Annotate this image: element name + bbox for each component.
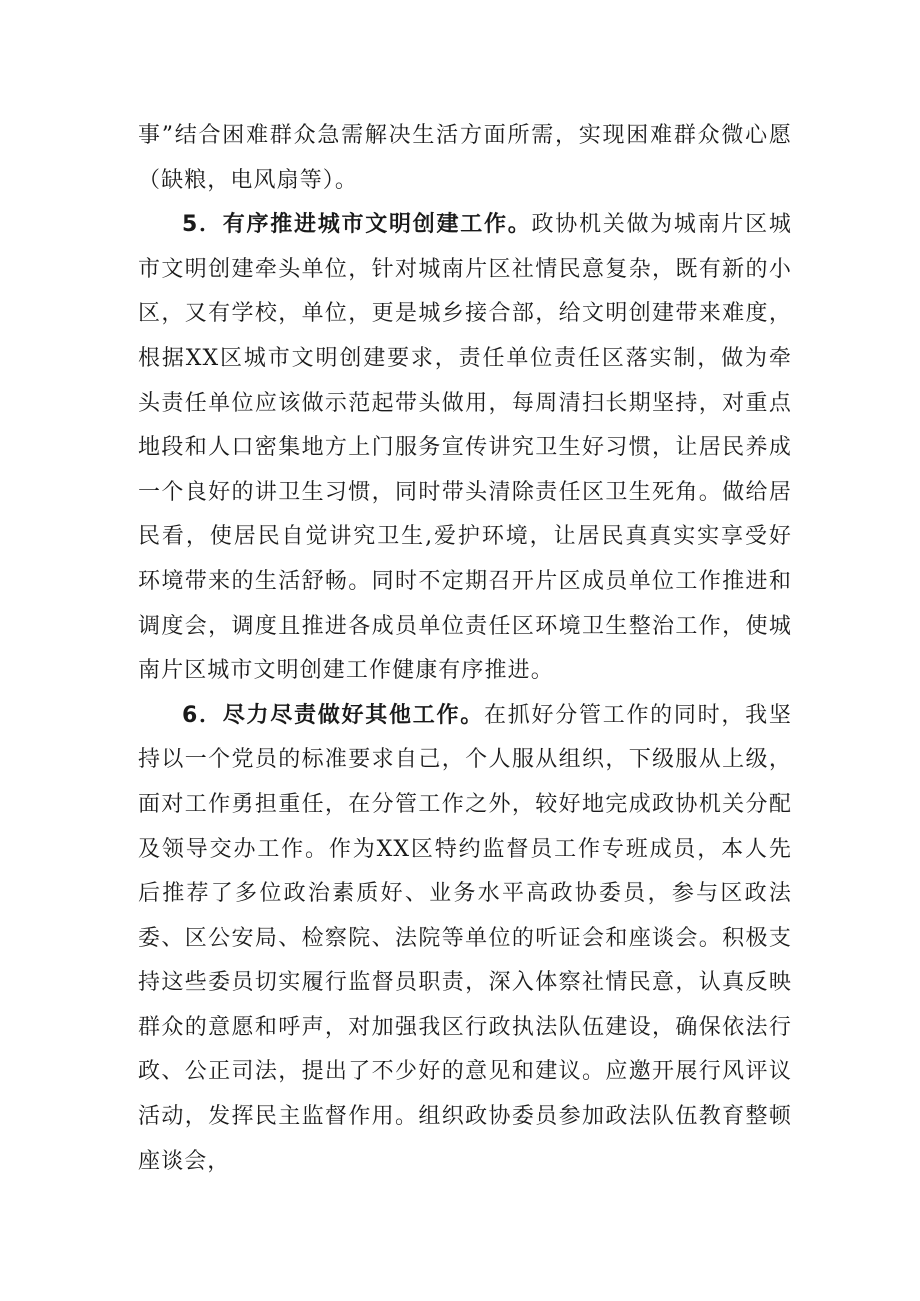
paragraph-section-6 [138,694,792,1185]
section-5-heading: 5．有序推进城市文明创建工作。 [182,212,532,238]
document-body [138,114,792,1184]
section-6-heading: 6．尽力尽责做好其他工作。 [182,702,484,728]
paragraph-text: 事”结合困难群众急需解决生活方面所需，实现困难群众微心愿（缺粮，电风扇等）。 [138,123,792,193]
section-6-text: 在抓好分管工作的同时，我坚持以一个党员的标准要求自己，个人服从组织，下级服从上级，面对工作勇担重任，在分管工作之外，较好地完成政协机关分配及领导交办工作。作为XX区特约监督员工作专班成员，本人先后推荐了多位政治素质好、业务水平高政协委员，参与区政法委、区公安局、检察院、法院等单位的听证会和座谈会。积极支持这些委员切实履行监督员职责，深入体察社情民意，认真反映群众的意愿和呼声，对加强我区行政执法队伍建设，确保依法行政、公正司法，提出了不少好的意见和建议。应邀开展行风评议活动，发挥民主监督作用。组织政协委员参加政法队伍教育整顿座谈会， [138,702,793,1174]
paragraph-section-5 [138,203,792,694]
paragraph-continuation [138,114,792,203]
section-5-text: 政协机关做为城南片区城市文明创建牵头单位，针对城南片区社情民意复杂，既有新的小区，又有学校，单位，更是城乡接合部，给文明创建带来难度，根据XX区城市文明创建要求，责任单位责任区落实制，做为牵头责任单位应该做示范起带头做用，每周清扫长期坚持，对重点地段和人口密集地方上门服务宣传讲究卫生好习惯，让居民养成一个良好的讲卫生习惯，同时带头清除责任区卫生死角。做给居民看，使居民自觉讲究卫生,爱护环境，让居民真真实实享受好环境带来的生活舒畅。同时不定期召开片区成员单位工作推进和调度会，调度且推进各成员单位责任区环境卫生整治工作，使城南片区城市文明创建工作健康有序推进。 [138,212,793,684]
